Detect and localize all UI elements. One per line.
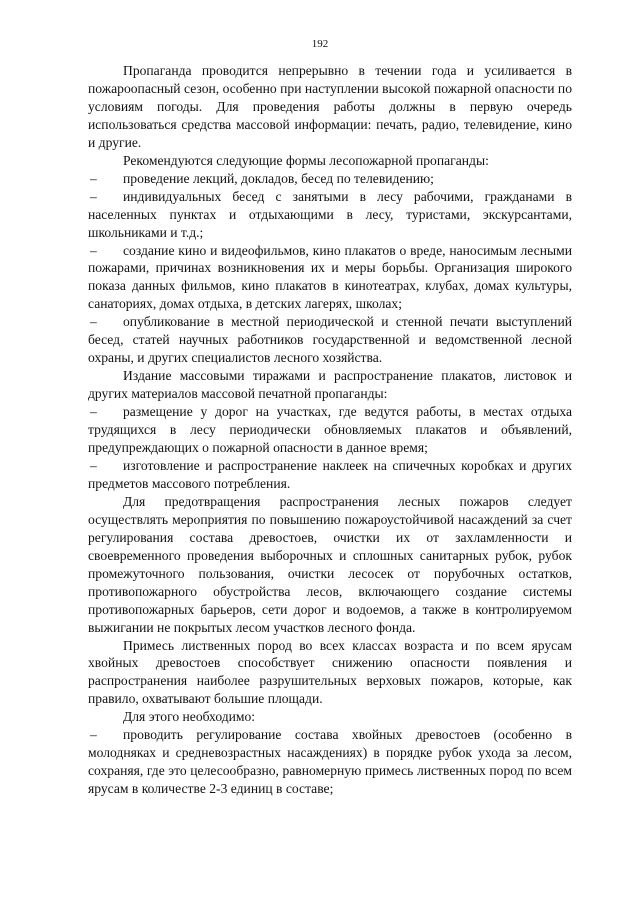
list-dash: – bbox=[90, 170, 97, 186]
list-dash: – bbox=[90, 242, 97, 258]
list-item bbox=[88, 188, 572, 242]
list-item-text: изготовление и распространение наклеек на спичечных коробках и других предметов массового потребления. bbox=[88, 457, 572, 491]
list-item bbox=[88, 313, 572, 367]
document-body bbox=[88, 62, 572, 798]
page-number: 192 bbox=[311, 38, 329, 50]
list-item-text: проводить регулирование состава хвойных древостоев (особенно в молодняках и средневозрастных насаждениях) в порядке рубок ухода за лесом, сохраняя, где это целесообразно, равномерную примесь лиственных пород по всем ярусам в количестве 2-3 единиц в составе; bbox=[88, 727, 572, 797]
list-item-text: проведение лекций, докладов, бесед по телевидению; bbox=[123, 170, 434, 186]
list-item bbox=[88, 726, 572, 798]
paragraph: Издание массовыми тиражами и распространение плакатов, листовок и других материалов массовой печатной пропаганды: bbox=[88, 368, 572, 402]
paragraph: Примесь лиственных пород во всех классах возраста и по всем ярусам хвойных древостоев способствует снижению опасности появления и распространения наиболее разрушительных верховых пожаров, которые, как правило, охватывают большие площади. bbox=[88, 637, 572, 707]
paragraph: Рекомендуются следующие формы лесопожарной пропаганды: bbox=[123, 152, 489, 168]
list-dash: – bbox=[90, 727, 97, 743]
list-dash: – bbox=[90, 188, 97, 204]
list-dash: – bbox=[90, 457, 97, 473]
list-item-text: индивидуальных бесед с занятыми в лесу рабочими, гражданами в населенных пунктах и отдыхающими в лесу, туристами, экскурсантами, школьниками и т.д.; bbox=[88, 188, 572, 240]
list-item bbox=[88, 242, 572, 314]
list-item-text: размещение у дорог на участках, где ведутся работы, в местах отдыха трудящихся в лесу периодически обновляемых плакатов и объявлений, предупреждающих о пожарной опасности в данное время; bbox=[88, 404, 572, 456]
list-item bbox=[88, 457, 572, 493]
list-dash: – bbox=[90, 404, 97, 420]
paragraph: Для предотвращения распространения лесных пожаров следует осуществлять мероприятия по повышению пожароустойчивой насаждений за счет регулирования состава древостоев, очистки их от захламленности и своевременного проведения выборочных и сплошных санитарных рубок, рубок промежуточного пользования, очистки лесосек от порубочных остатков, противопожарного обустройства лесов, включающего создание системы противопожарных барьеров, сети дорог и водоемов, а также в контролируемом выжигании не покрытых лесом участков лесного фонда. bbox=[88, 493, 572, 635]
list-item bbox=[88, 403, 572, 457]
list-item-text: опубликование в местной периодической и стенной печати выступлений бесед, статей научных работников государственной и ведомственной лесной охраны, и других специалистов лесного хозяйства. bbox=[88, 314, 572, 366]
paragraph: Пропаганда проводится непрерывно в течении года и усиливается в пожароопасный сезон, особенно при наступлении высокой пожарной опасности по условиям погоды. Для проведения работы должны в первую очередь использоваться средства массовой информации: печать, радио, телевидение, кино и другие. bbox=[88, 63, 572, 150]
list-item-text: создание кино и видеофильмов, кино плакатов о вреде, наносимым лесными пожарами, причинах возникновения их и меры борьбы. Организация широкого показа данных фильмов, кино плакатов в кинотеатрах, клубах, домах культуры, санаториях, домах отдыха, в детских лагерях, школах; bbox=[88, 242, 572, 312]
paragraph: Для этого необходимо: bbox=[123, 709, 256, 725]
list-item bbox=[88, 170, 572, 188]
list-dash: – bbox=[90, 314, 97, 330]
